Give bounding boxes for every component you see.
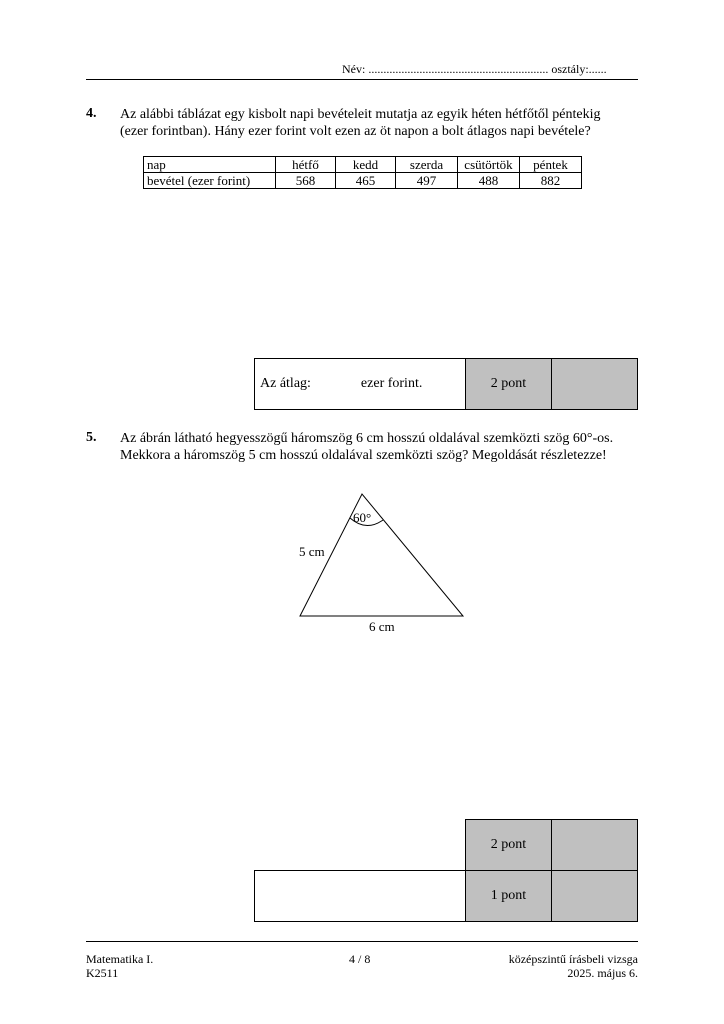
answer-unit: ezer forint. <box>360 376 423 391</box>
table-cell-day: péntek <box>520 157 582 173</box>
exam-date: 2025. május 6. <box>567 966 638 980</box>
table-cell-value: 568 <box>276 173 336 189</box>
q4-text-line1: Az alábbi táblázat egy kisbolt napi bevételeit mutatja az egyik héten hétfőtől péntekig <box>120 107 601 122</box>
page-number: 4 / 8 <box>349 952 371 966</box>
side-left-label: 5 cm <box>299 544 325 559</box>
points-cell: 2 pont <box>466 359 552 409</box>
table-cell-day: csütörtök <box>458 157 520 173</box>
q4-text-line2: (ezer forintban). Hány ezer forint volt ezen az öt napon a bolt átlagos napi bevétele? <box>120 124 591 139</box>
score-cell[interactable] <box>552 871 637 921</box>
footer-left <box>86 952 153 980</box>
angle-label: 60° <box>353 510 372 525</box>
table-cell-day: szerda <box>396 157 458 173</box>
q4-number: 4. <box>86 106 97 121</box>
q5-points-row-2 <box>254 870 638 922</box>
q5-number: 5. <box>86 430 97 445</box>
table-cell-value: 882 <box>520 173 582 189</box>
footer-right <box>509 952 638 980</box>
side-bottom-label: 6 cm <box>369 619 395 634</box>
subject-label: Matematika I. <box>86 952 154 966</box>
q5-points-row-1 <box>465 819 638 871</box>
table-cell-value: 488 <box>458 173 520 189</box>
table-cell-value: 465 <box>336 173 396 189</box>
table-cell-value: 497 <box>396 173 458 189</box>
score-cell[interactable] <box>552 820 637 870</box>
footer-rule <box>86 941 638 942</box>
answer-label: Az átlag: <box>260 376 311 391</box>
q5-text-line2: Mekkora a háromszög 5 cm hosszú oldalával szemközti szög? Megoldását részletezze! <box>120 448 607 463</box>
table-cell-label: nap <box>144 157 276 173</box>
points-cell: 2 pont <box>466 820 552 870</box>
table-cell-day: kedd <box>336 157 396 173</box>
table-cell-day: hétfő <box>276 157 336 173</box>
exam-level: középszintű írásbeli vizsga <box>508 952 638 966</box>
exam-code: K2511 <box>86 966 119 980</box>
name-class-line: Név: ............................................................ osztály:...... <box>342 62 607 76</box>
points-cell: 1 pont <box>466 871 552 921</box>
q5-text-line1: Az ábrán látható hegyesszögű háromszög 6 cm hosszú oldalával szemközti szög 60°-os. <box>120 431 614 446</box>
table-cell-label: bevétel (ezer forint) <box>144 173 276 189</box>
answer-field[interactable] <box>255 871 466 921</box>
